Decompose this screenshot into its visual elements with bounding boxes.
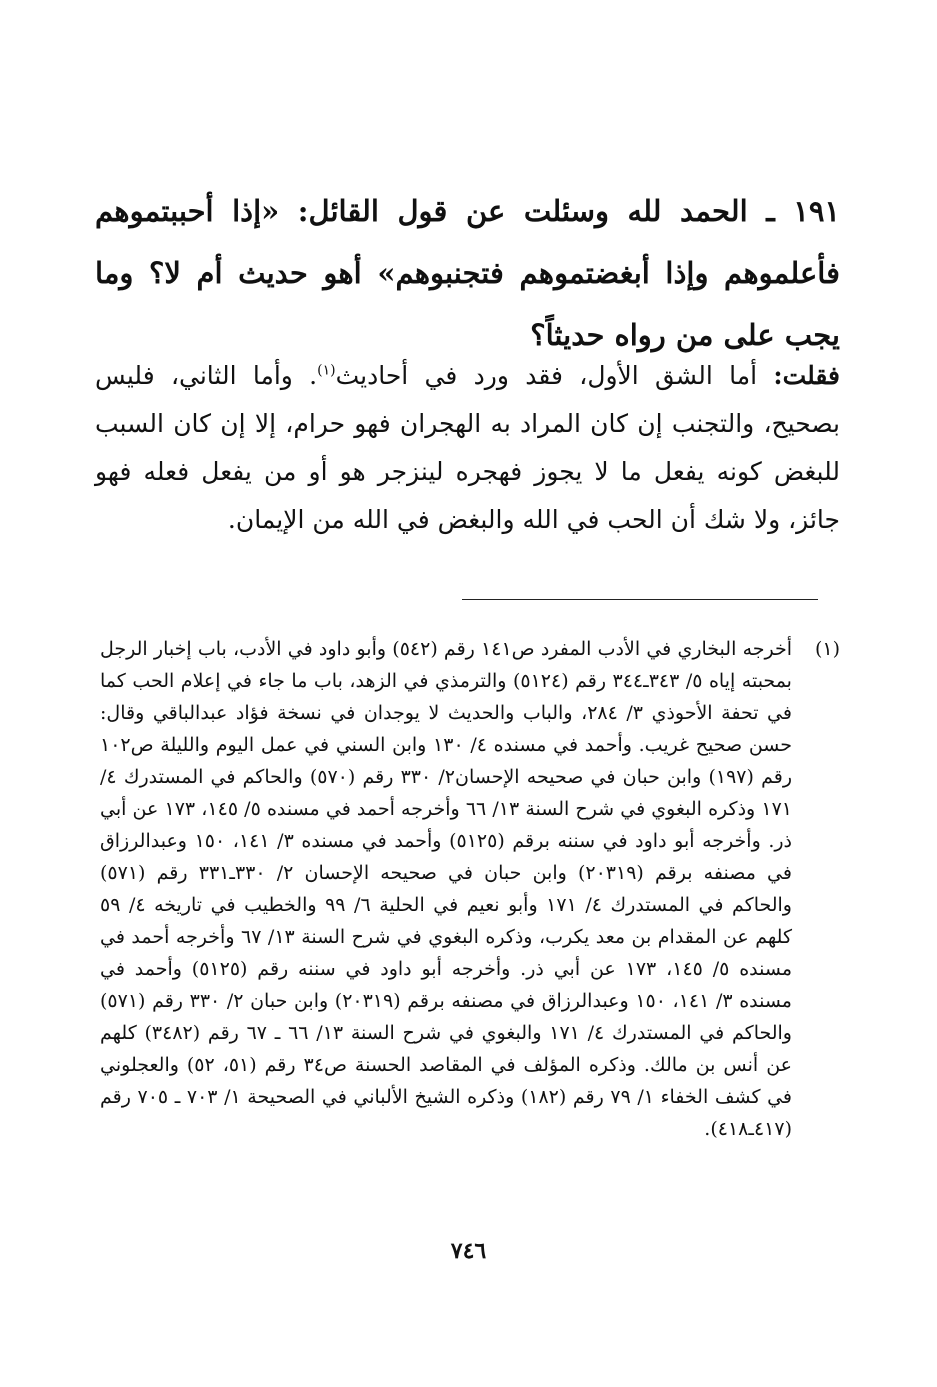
question-number: ١٩١ ـ	[766, 194, 840, 228]
question-text: الحمد لله وسئلت عن قول القائل: «إذا أحببتموهم فأعلموهم وإذا أبغضتموهم فتجنبوهم» أهو حديث أم لا؟ وما يجب على من رواه حديثاً؟	[95, 194, 840, 352]
answer-paragraph	[95, 352, 840, 544]
answer-text-part1: أما الشق الأول، فقد ورد في أحاديث	[335, 361, 758, 390]
footnote	[100, 633, 840, 1145]
question-heading	[95, 180, 840, 366]
footnote-marker: (١)	[814, 638, 840, 660]
footnote-reference[interactable]: (١)	[317, 362, 336, 379]
answer-text-part2: . وأما الثاني، فليس بصحيح، والتجنب إن كان المراد به الهجران فهو حرام، إلا إن كان السبب للبغض كونه يفعل ما لا يجوز فهجره لينزجر هو أو من يفعل فعله فهو جائز، ولا شك أن الحب في الله والبغض في الله من الإيمان.	[95, 361, 840, 534]
page-number: ٧٤٦	[450, 1238, 487, 1264]
footnote-text: أخرجه البخاري في الأدب المفرد ص١٤١ رقم (٥٤٢) وأبو داود في الأدب، باب إخبار الرجل بمحبته إياه ٥/ ٣٤٣ـ٣٤٤ رقم (٥١٢٤) والترمذي في الزهد، باب ما جاء في إعلام الحب كما في تحفة الأحوذي ٣/ ٢٨٤، والباب والحديث لا يوجدان في نسخة فؤاد عبدالباقي وقال: حسن صحيح غريب. وأحمد في مسنده ٤/ ١٣٠ وابن السني في عمل اليوم والليلة ص١٠٢ رقم (١٩٧) وابن حبان في صحيحه الإحسان٢/ ٣٣٠ رقم (٥٧٠) والحاكم في المستدرك ٤/ ١٧١ وذكره البغوي في شرح السنة ١٣/ ٦٦ وأخرجه أحمد في مسنده ٥/ ١٤٥، ١٧٣ عن أبي ذر. وأخرجه أبو داود في سننه برقم (٥١٢٥) وأحمد في مسنده ٣/ ١٤١، ١٥٠ وعبدالرزاق في مصنفه برقم (٢٠٣١٩) وابن حبان في صحيحه الإحسان ٢/ ٣٣٠ـ٣٣١ رقم (٥٧١) والحاكم في المستدرك ٤/ ١٧١ وأبو نعيم في الحلية ٦/ ٩٩ والخطيب في تاريخه ٤/ ٥٩ كلهم عن المقدام بن معد يكرب، وذكره البغوي في شرح السنة ١٣/ ٦٧ وأخرجه أحمد في مسنده ٥/ ١٤٥، ١٧٣ عن أبي ذر. وأخرجه أبو داود في سننه رقم (٥١٢٥) وأحمد في مسنده ٣/ ١٤١، ١٥٠ وعبدالرزاق في مصنفه برقم (٢٠٣١٩) وابن حبان ٢/ ٣٣٠ رقم (٥٧١) والحاكم في المستدرك ٤/ ١٧١ والبغوي في شرح السنة ١٣/ ٦٦ ـ ٦٧ رقم (٣٤٨٢) كلهم عن أنس بن مالك. وذكره المؤلف في المقاصد الحسنة ص٣٤ رقم (٥١، ٥٢) والعجلوني في كشف الخفاء ١/ ٧٩ رقم (١٨٢) وذكره الشيخ الألباني في الصحيحة ١/ ٧٠٣ ـ ٧٠٥ رقم (٤١٧ـ٤١٨).	[100, 638, 793, 1140]
footnote-divider	[462, 599, 818, 600]
answer-lead: فقلت:	[773, 361, 841, 390]
